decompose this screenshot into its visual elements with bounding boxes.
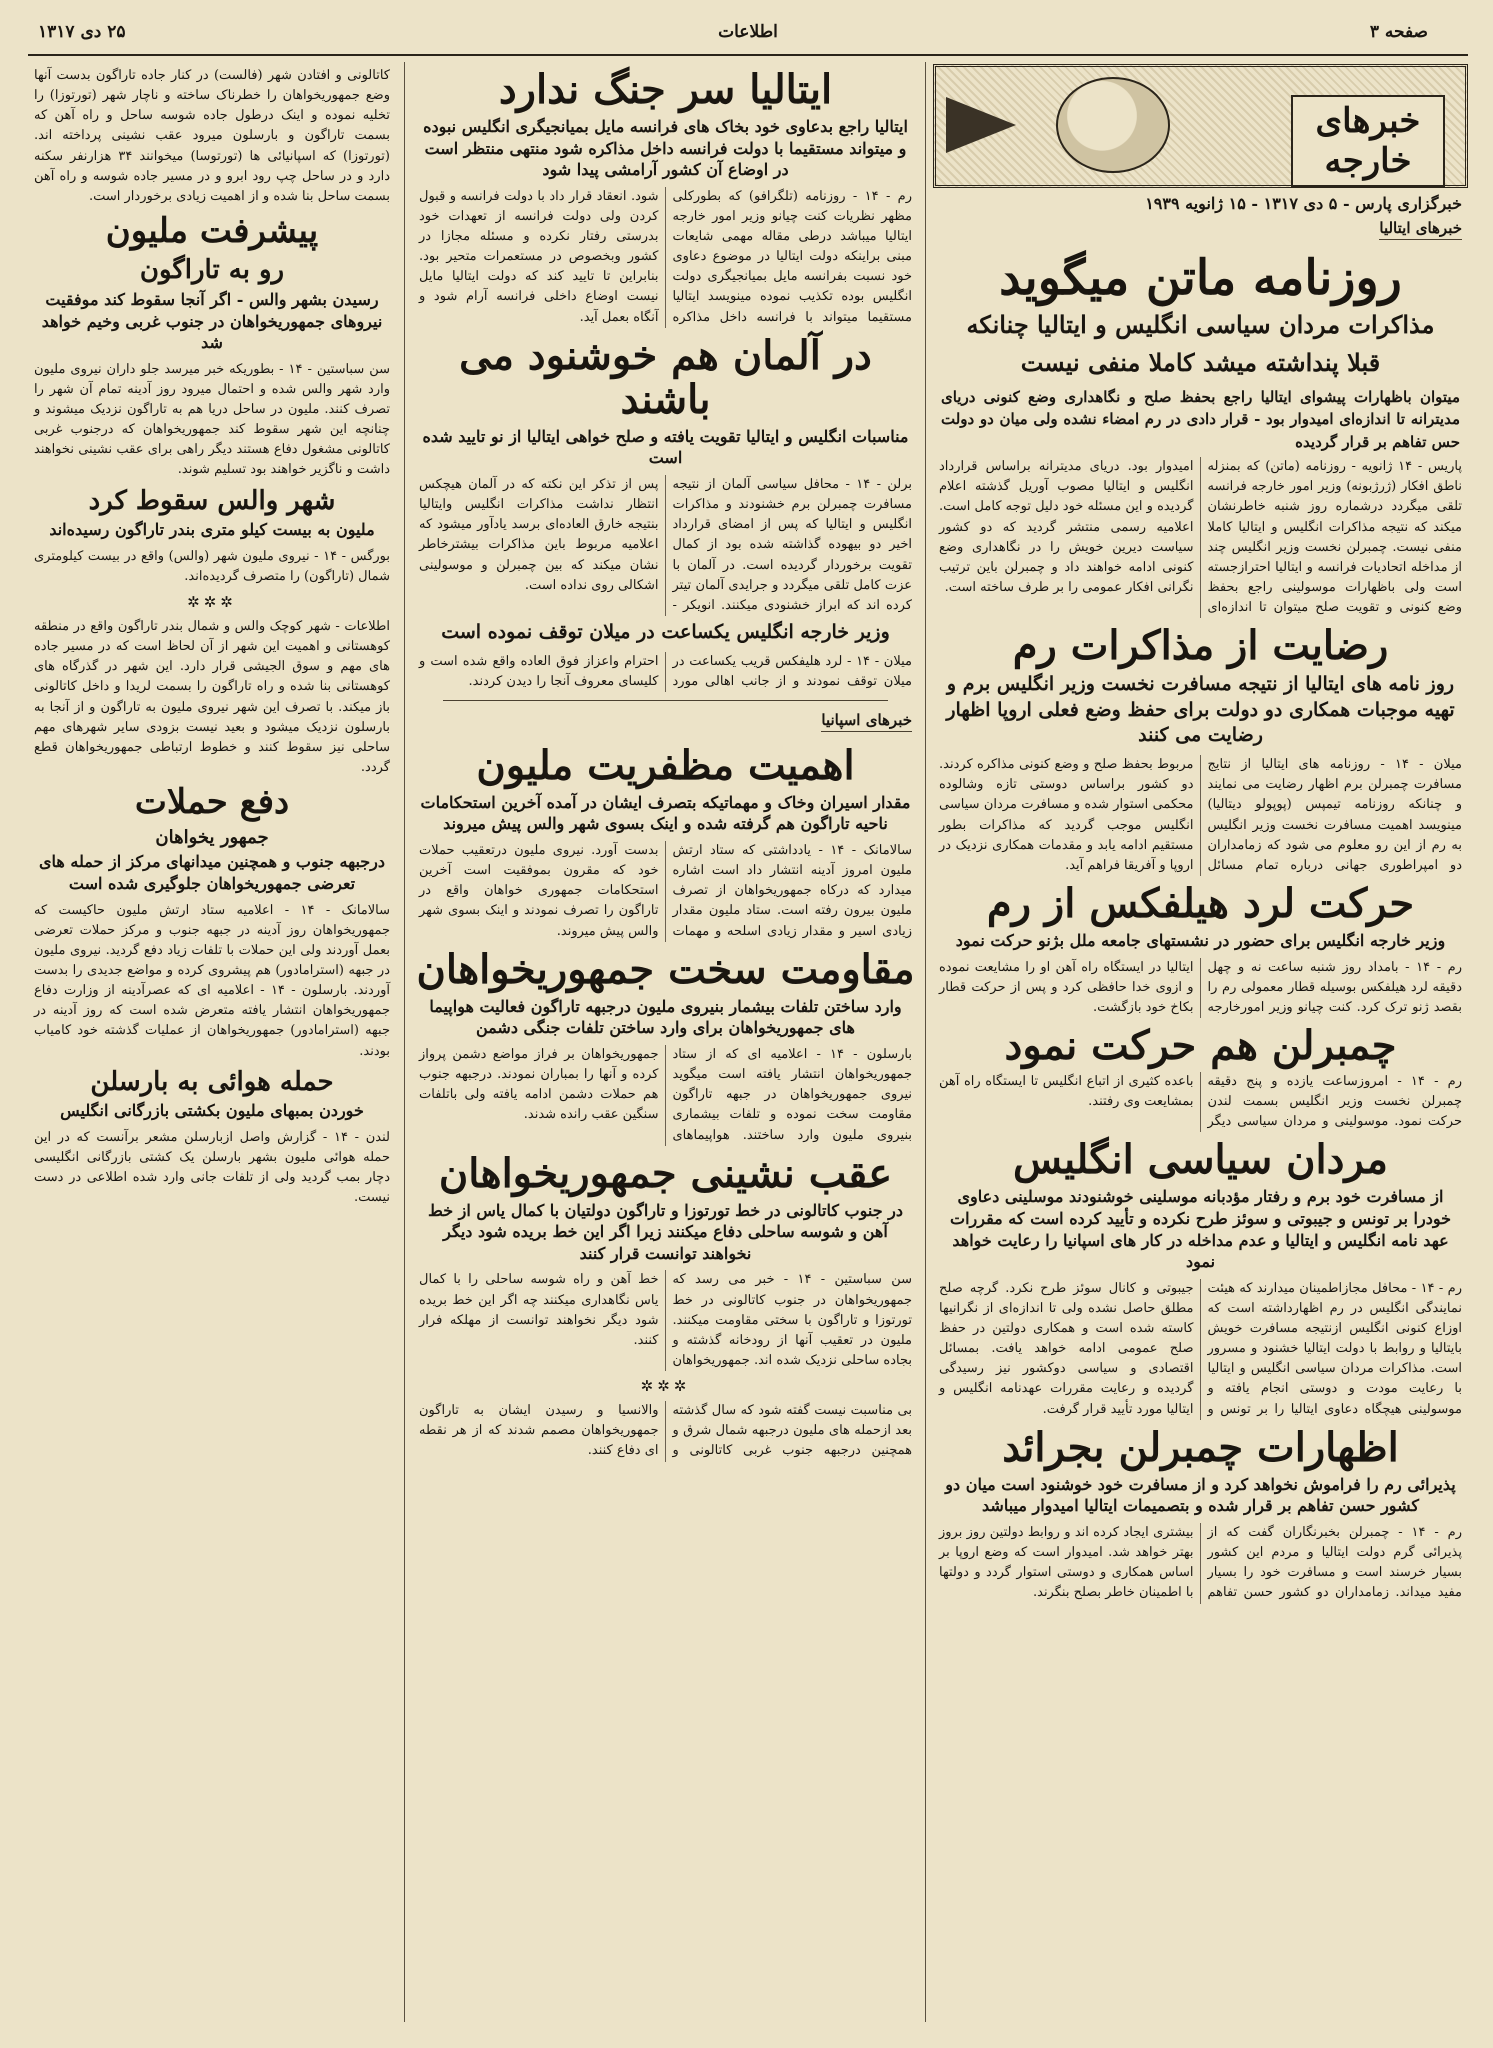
paper-name: اطلاعات [718, 22, 778, 42]
article-body: رم - ۱۴ - محافل مجازاطمینان میدارند که هیئت نمایندگی انگلیس در رم اظهارداشته است که اوزاع کنونی انگلیس ازنتیجه مسافرت خویش بایتالیا و روابط با دولت ایتالیا خشنود و مسرور است. مذاکرات مردان سیاسی انگلیس و ایتالیا با رعایت مودت و دوستی انجام یافته و موسولینی هیچگاه دعاوی ایتالیا را بر تونس و جیبوتی و کانال سوئز طرح نکرد. گرچه صلح مطلق حاصل نشده ولی تا اندازه‌ای از نگرانیها کاسته شده است و همکاری دولتین در حفظ صلح عمومی ادامه خواهد یافت. بمسائل اقتصادی و سیاسی دوکشور نیز رسیدگی گردیده و رعایت مقررات عهدنامه انگلیس و ایتالیا مورد تأیید قرار گرفت. [939, 1280, 1463, 1417]
headline-valls-fell: شهر والس سقوط کرد [88, 485, 336, 516]
headline-minister-milan: وزیر خارجه انگلیس یکساعت در میلان توقف نموده است [441, 620, 890, 643]
article-body: رم - ۱۴ - بامداد روز شنبه ساعت نه و چهل دقیقه لرد هیلفکس بوسیله قطار معمولی رم را بقصد ژنو ترک کرد. کنت چیانو وزیر امورخارجه ایتالیا در ایستگاه راه آهن او را مشایعت نموده و ازوی خدا حافظی کرد و پس از حرکت قطار بکاخ خود بازگشت. [939, 959, 1463, 1015]
divider [443, 700, 888, 701]
headline-italy-no-war: ایتالیا سر جنگ ندارد [498, 66, 833, 113]
subheadline: مقدار اسیران وخاک و مهماتیکه بتصرف ایشان در آمده آخرین استحکامات ناحیه تاراگون هم گرفته شده و اینک بسوی شهر والس پیش میروند [420, 792, 911, 834]
subheadline: مذاکرات مردان سیاسی انگلیس و ایتالیا چنانکه [966, 309, 1435, 339]
headline-matin: روزنامه ماتن میگوید [999, 250, 1402, 306]
foreign-news-logo [933, 64, 1468, 188]
article-body: میلان - ۱۴ - روزنامه های ایتالیا از نتایج مسافرت چمبرلن برم اظهار رضایت می نمایند و چنانکه روزنامه تیمپس (پوپولو دیتالیا) مینویسد اهمیت مسافرت نخست وزیر انگلیس به رم از این رو معلوم می شود که زمامداران دو امپراطوری جهانی درباره تمام مسائل مربوط بحفظ صلح و وضع کنونی مذاکره کردند. دو کشور براساس دوستی تازه وشالوده محکمی استوار شده و مسافرت مردان سیاسی انگلیس موجب گردید که مذاکرات بطور مستقیم ادامه یابد و مقدمات همکاری نزدیک در اروپا و آفریقا فراهم آید. [939, 757, 1462, 873]
star-ornament-icon: ✲✲✲ [640, 1377, 691, 1396]
subheadline: خوردن بمبهای ملیون بکشتی بازرگانی انگلیس [60, 1101, 364, 1121]
headline-republicans: جمهور یخواهان [155, 826, 269, 848]
issue-date: ۲۵ دی ۱۳۱۷ [38, 22, 126, 42]
subheadline: در جنوب کاتالونی در خط تورتوزا و تاراگون دولتیان با کمال یاس از خط آهن و شوسه ساحلی دفاع میکنند زیرا اگر این خط بریده شود دیگر نخواهند توانست قرار کنند [428, 1200, 903, 1263]
article-body: سالامانک - ۱۴ - اعلامیه ستاد ارتش ملیون حاکیست که جمهوریخواهان روز آدینه در جبهه جنوب و مرکز حملات تعرضی بعمل آوردند ولی این حملات با تلفات زیاد دفع گردید. نیروی ملیون در جبهه (استرامادور) هم پیشروی کرده و مواضع جدیدی را بدست آوردند. بارسلون - ۱۴ - اعلامیه ای که عصرآدینه از وزارت دفاع جمهوریخواهان انتشار یافته متعرض شده است که روز آدینه در جبهه (استرامادور) جمهوریخواهان از عملیات گذشته خود کامیاب بودند. [34, 902, 391, 1059]
dateline: خبرگزاری پارس - ۵ دی ۱۳۱۷ - ۱۵ ژانویه ۱۹۳۹ [1145, 194, 1462, 213]
column-rule [925, 62, 926, 2022]
subheadline: پذیرائی رم را فراموش نخواهد کرد و از مسافرت خود خوشنود است میان دو کشور حسن تفاهم بر قرار شده و بتصمیمات ایتالیا امیدوار میباشد [945, 1474, 1456, 1516]
article-body: سن سباستین - ۱۴ - بطوریکه خبر میرسد جلو داران نیروی ملیون وارد شهر والس شده و احتمال میرود روز آدینه تمام آن شهر را تصرف کنند. ملیون در ساحل دریا هم به تاراگون نزدیک میشوند و چنانچه این شهر سقوط کند جمهوریخواهان که درجنوب غربی کاتالونی مشغول دفاع هستند دیگر راهی برای عقب نشینی نخواهند داشت و ناگزیر خواهند بود تسلیم شوند. [34, 361, 390, 478]
subheadline: رسیدن بشهر والس - اگر آنجا سقوط کند موفقیت نیروهای جمهوریخواهان در جنوب غربی وخیم خواهد شد [41, 289, 383, 353]
article-body: بی مناسبت نیست گفته شود که سال گذشته بعد ازحمله های ملیون درجبهه شمال شرق و همچنین درجبهه جنوب غربی کاتالونی و والانسیا و رسیدن ایشان به تاراگون جمهوریخواهان مصمم شدند که از هر نقطه ای دفاع کنند. [419, 1403, 912, 1459]
headline-republican-retreat: عقب نشینی جمهوریخواهان [438, 1149, 893, 1197]
subheadline: وزیر خارجه انگلیس برای حضور در نشستهای جامعه ملل بژنو حرکت نمود [955, 930, 1446, 950]
globe-icon [1056, 77, 1170, 173]
headline-nationalist-advance: پیشرفت ملیون [105, 210, 319, 251]
gramophone-horn-icon [946, 97, 1016, 153]
headline-repelled-attacks: دفع حملات [134, 782, 290, 823]
headline-rome-talks: رضایت از مذاکرات رم [1012, 622, 1389, 670]
article-body: بورگس - ۱۴ - نیروی ملیون شهر (والس) واقع در بیست کیلومتری شمال (تاراگون) را متصرف گردیده‌اند. [34, 548, 390, 584]
column-left [28, 62, 396, 2022]
article-body: لندن - ۱۴ - گزارش واصل ازبارسلن مشعر برآنست که در این حمله هوائی ملیون بشهر بارسلن یک کشتی بازرگانی انگلیسی دچار بمب گردید ولی از تلفات جانی وارد شده اطلاعی در دست نیست. [34, 1129, 390, 1206]
article-body: اطلاعات - شهر کوچک والس و شمال بندر تاراگون واقع در منطقه کوهستانی و اهمیت این شهر از آن لحاظ است که در مسیر جاده های مهم و سوق الجیشی قرار دارد. این شهر در گذرگاه های کوهستانی بنا شده و راه تاراگون را بسمت لریدا و داخل کاتالونی باز میکند. با تصرف این شهر نیروی ملیون به تاراگون و از آنجا به بارسلون نزدیک میشود و بعید نیست بزودی سایر شهرهای مهم ساحلی نیز سقوط کنند و خطوط ارتباطی جمهوریخواهان قطع گردد. [34, 619, 390, 776]
article-body: میلان - ۱۴ - لرد هلیفکس قریب یکساعت در میلان توقف نمودند و از جانب اهالی مورد احترام واعزاز فوق العاده واقع شده است و کلیسای معروف آنجا را دیدن کردند. [419, 653, 912, 689]
column-middle [413, 62, 918, 2022]
section-label-spain: خبرهای اسپانیا [821, 711, 912, 732]
subheadline: ملیون به بیست کیلو متری بندر تاراگون رسیده‌اند [49, 520, 375, 540]
article-body: سن سباستین - ۱۴ - خبر می رسد که جمهوریخواهان در جنوب کاتالونی در خط تورتوزا و تاراگون با سختی مقاومت میکنند. ملیون در تعقیب آنها از رودخانه گذشته و بجاده ساحلی نزدیک شده اند. جمهوریخواهان خط آهن و راه شوسه ساحلی را با کمال یاس نگاهداری میکنند چه اگر این خط بریده شود دیگر نخواهند توانست از مهلکه فرار کنند. [419, 1272, 912, 1368]
headline-tarragona: رو به تاراگون [139, 255, 285, 286]
article-body: رم - ۱۴ - روزنامه (تلگرافو) که بطورکلی مظهر نظریات کنت چیانو وزیر امور خارجه ایتالیا میباشد درطی مقاله مهمی شایعات مبنی براینکه دولت ایتالیا در موضوع دعاوی خود نسبت بفرانسه مایل بمیانجیگری دولت انگلیس بوده تکذیب نموده مینویسد ایتالیا مستقیما میتواند با فرانسه داخل مذاکره شود. انعقاد قرار داد با دولت فرانسه و قبول کردن ولی دولت فرانسه از تعهدات خود بدرستی رفتار نکرده و مسئله مجازا در کشور وبخصوص در مستعمرات متحیر بود. بنابراین تا تایید کند که دولت ایتالیا مایل نیست اوضاع داخلی فرانسه آرام شود و آنگاه بعمل آید. [419, 188, 912, 325]
subheadline: مناسبات انگلیس و ایتالیا تقویت یافته و صلح خواهی ایتالیا از نو تایید شده است [422, 426, 909, 468]
subheadline: درجبهه جنوب و همچنین میدانهای مرکز از حمله های تعرضی جمهوریخواهان جلوگیری شده است [38, 852, 386, 893]
subheadline: روز نامه های ایتالیا از نتیجه مسافرت نخست وزیر انگلیس برم و تهیه موجبات همکاری دو دولت برای حفظ وضع فعلی اروپا اظهار رضایت می کنند [946, 673, 1455, 747]
article-body: بارسلون - ۱۴ - اعلامیه ای که از ستاد جمهوریخواهان انتشار یافته است میگوید نیروی جمهوریخواهان در جبهه تاراگون مقاومت سخت نموده و تلفات بیشماری بنیروی ملیون وارد ساختند. هواپیماهای جمهوریخواهان بر فراز مواضع دشمن پرواز کرده و آنها را بمباران نمودند. درجبهه جنوب هم حملات دشمن ادامه یافته ولی باتلفات سنگین عقب رانده شدند. [419, 1046, 912, 1143]
article-lead: میتوان باظهارات پیشوای ایتالیا راجع بحفظ صلح و نگاهداری وضع کنونی دریای مدیترانه تا اندازه‌ای امیدوار بود - قرار دادی در رم امضاء نشده ولی میان دو دولت حس تفاهم بر قرار گردیده [941, 387, 1460, 451]
star-ornament-icon: ✲✲✲ [187, 593, 237, 612]
headline-chamberlain-left: چمبرلن هم حرکت نمود [1004, 1021, 1397, 1069]
headline-english-politicians: مردان سیاسی انگلیس [1013, 1136, 1388, 1184]
subheadline: قبلا پنداشته میشد کاملا منفی نیست [1020, 348, 1381, 378]
subheadline: وارد ساختن تلفات بیشمار بنیروی ملیون درجبهه تاراگون فعالیت هواپیما های جمهوریخواهان برای وارد ساختن تلفات جنگی دشمن [429, 996, 902, 1038]
section-label-italy: خبرهای ایتالیا [1379, 219, 1462, 240]
newspaper-page [28, 18, 1468, 2028]
headline-air-raid-barcelona: حمله هوائی به بارسلن [90, 1066, 334, 1097]
article-body: برلن - ۱۴ - محافل سیاسی آلمان از نتیجه مسافرت چمبرلن برم خشنودند و مذاکرات انگلیس و ایتالیا که پس از امضای قرارداد اخیر دو بیهوده گذاشته شده بود از کمال تقویت برخوردار گردیده است. در آلمان با عزت کامل تلقی میگردد و جرایدی آلمان تیتر کرده اند که ابراز خشنودی میکنند. انویکر - پس از تذکر این نکته که در آلمان هیچکس انتظار نداشت مذاکرات انگلیس وایتالیا بنتیجه خارق العاده‌ای برسد یادآور میشود که اعلامیه مربوط باین مذاکرات بیشترخاطر نشان میکند که بین چمبرلن و موسولینی اشکالی روی نداده است. [419, 476, 912, 613]
column-rule [404, 62, 405, 2022]
headline-nationalist-victory: اهمیت مظفریت ملیون [476, 741, 855, 789]
headline-germany-pleased: در آلمان هم خوشنود می باشند [459, 331, 872, 423]
article-body: پاریس - ۱۴ ژانویه - روزنامه (ماتن) که بمنزله ناطق افکار (ژرژبونه) وزیر امور خارجه فرانسه تلقی میگردد درشماره روز شنبه خاطرنشان میکند که نتیجه مذاکرات انگلیس و ایتالیا کاملا منفی نیست. چمبرلن نخست وزیر انگلیس چند از مداخله اتحادیات فرانسه و ایتالیا احترازجسته است ولی باظهارات موسولینی راجع بحفظ وضع کنونی و تقویت صلح میتوان تا اندازه‌ای امیدوار بود. دریای مدیترانه براساس قرارداد انگلیس و ایتالیا مصوب آوریل گذشته اعلام گردیده و این مسئله خود دلیل توجه کامل است. اعلامیه رسمی منتشر گردید که دو کشور سیاست دیرین خویش را در نگاهداری وضع کنونی ادامه خواهند داد و چمبرلن باین ترتیب نگرانی افکار عمومی را بر طرف ساخته است. [939, 459, 1462, 616]
subheadline: از مسافرت خود برم و رفتار مؤدبانه موسلینی خوشنودند موسلینی دعاوی خودرا بر تونس و جیبوتی و سوئز طرح نکرده و تأیید کرده است که مقررات عهد نامه انگلیس و ایتالیا و عدم مداخله در کار های اسپانیا را رعایت خواهد نمود [950, 1187, 1451, 1272]
headline-republican-resistance: مقاومت سخت جمهوریخواهان [416, 945, 915, 993]
article-body: کاتالونی و افتادن شهر (فالست) در کنار جاده تاراگون بدست آنها وضع جمهوریخواهان را خطرناک ساخته و ناچار شهر (تورتوزا) را تخلیه نموده و اینک درطول جاده شوسه ساحل و راه آهن که بسمت تاراگون و بارسلون میرود عقب نشینی پرداخته اند. (تورتوزا) که اسپانیائی ها (تورتوسا) میخوانند ۳۴ هزارنفر سکنه دارد و در ساحل چپ رود ابرو و در مسیر جاده شوسه و راه آهن بسمت ساحل بنا شده و از اهمیت زیادی برخوردار است. [34, 68, 390, 204]
masthead [28, 18, 1468, 56]
article-body: سالامانک - ۱۴ - یادداشتی که ستاد ارتش ملیون امروز آدینه انتشار داد است اشاره میدارد که درکاه جمهوریخواهان از تصرف ملیون بیرون رفته است. ستاد ملیون مقدار زیادی اسیر و مقدار زیادی اسلحه و مهمات بدست آورد. نیروی ملیون درتعقیب حملات خود که مقرون بموفقیت است آخرین استحکامات جمهوری خواهان واقع در تاراگون را تصرف نمودند و اینک بسوی شهر والس پیش میروند. [419, 843, 912, 939]
article-body: رم - ۱۴ - چمبرلن بخبرنگاران گفت که از پذیرائی گرم دولت ایتالیا و مردم این کشور بسیار خرسند است و مسافرت خود را بسیار مفید میداند. زمامداران دو کشور حسن تفاهم بیشتری ایجاد کرده اند و روابط دولتین روز بروز بهتر خواهد شد. امیدوار است که وضع اروپا بر اساس همکاری و دوستی استوار گردد و دولتها با اطمینان خاطر بصلح بنگرند. [939, 1524, 1462, 1601]
headline-halifax: حرکت لرد هیلفکس از رم [986, 879, 1415, 927]
column-foreign-news [933, 62, 1468, 2022]
headline-chamberlain-press: اظهارات چمبرلن بجرائد [1002, 1423, 1399, 1471]
subheadline: ایتالیا راجع بدعاوی خود بخاک های فرانسه مایل بمیانجیگری انگلیس نبوده و میتواند مستقیما با دولت فرانسه داخل مذاکره شود منتهی منتظر است در اوضاع آن کشور آرامشی پیدا شود [423, 117, 908, 180]
logo-title: خبرهای خارجه [1291, 95, 1445, 187]
page-number: صفحه ۳ [1369, 22, 1428, 42]
article-body: رم - ۱۴ - امروزساعت یازده و پنج دقیقه چمبرلن نخست وزیر انگلیس بسمت لندن حرکت نمود. موسولینی و مردان سیاسی دیگر باعده کثیری از اتباع انگلیس تا ایستگاه راه آهن بمشایعت وی رفتند. [939, 1073, 1462, 1130]
